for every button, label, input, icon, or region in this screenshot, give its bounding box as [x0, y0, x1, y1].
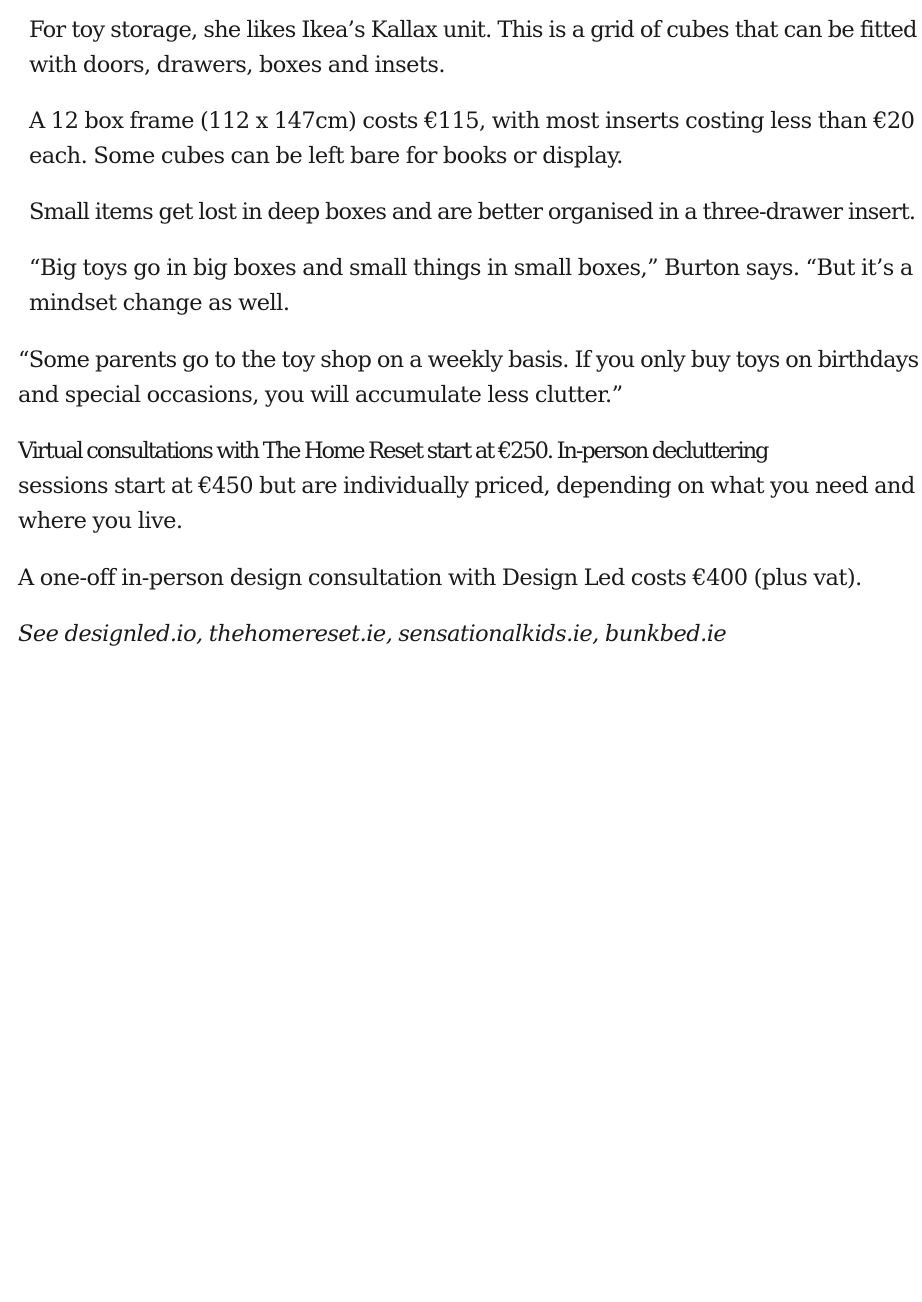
paragraph-line: “Big toys go in big boxes and small things in small boxes,” Burton says. “But it’s a: [29, 255, 913, 281]
paragraph-design-led-cost: [0, 561, 876, 596]
paragraph-line: A one-off in-person design consultation with Design Led costs €400 (plus vat).: [18, 565, 862, 591]
paragraph-line: For toy storage, she likes Ikea’s Kallax unit. This is a grid of cubes that can be fitted: [29, 17, 917, 43]
paragraph-line: each. Some cubes can be left bare for books or display.: [29, 143, 623, 169]
paragraph-line: sessions start at €450 but are individually priced, depending on what you need and: [18, 473, 915, 499]
paragraph-line: Virtual consultations with The Home Reset start at €250. In-person decluttering: [18, 438, 768, 464]
paragraph-consultation-prices: [0, 434, 922, 539]
paragraph-line: and special occasions, you will accumulate less clutter.”: [18, 382, 623, 408]
paragraph-line: See designled.io, thehomereset.ie, sensationalkids.ie, bunkbed.ie: [18, 621, 727, 647]
paragraph-line: with doors, drawers, boxes and insets.: [29, 52, 445, 78]
paragraph-burton-quote: [0, 251, 921, 321]
paragraph-line: Small items get lost in deep boxes and are better organised in a three-drawer insert.: [29, 199, 916, 225]
paragraph-line: mindset change as well.: [29, 290, 290, 316]
paragraph-line: where you live.: [18, 508, 183, 534]
paragraph-line: “Some parents go to the toy shop on a weekly basis. If you only buy toys on birthdays: [18, 347, 919, 373]
paragraph-see-links: [0, 617, 740, 652]
paragraph-kallax-storage: [0, 13, 922, 83]
paragraph-toy-shop-quote: [0, 343, 922, 413]
paragraph-line: A 12 box frame (112 x 147cm) costs €115, with most inserts costing less than €20: [29, 108, 915, 134]
paragraph-small-items: [0, 195, 922, 230]
paragraph-box-frame-cost: [0, 104, 922, 174]
